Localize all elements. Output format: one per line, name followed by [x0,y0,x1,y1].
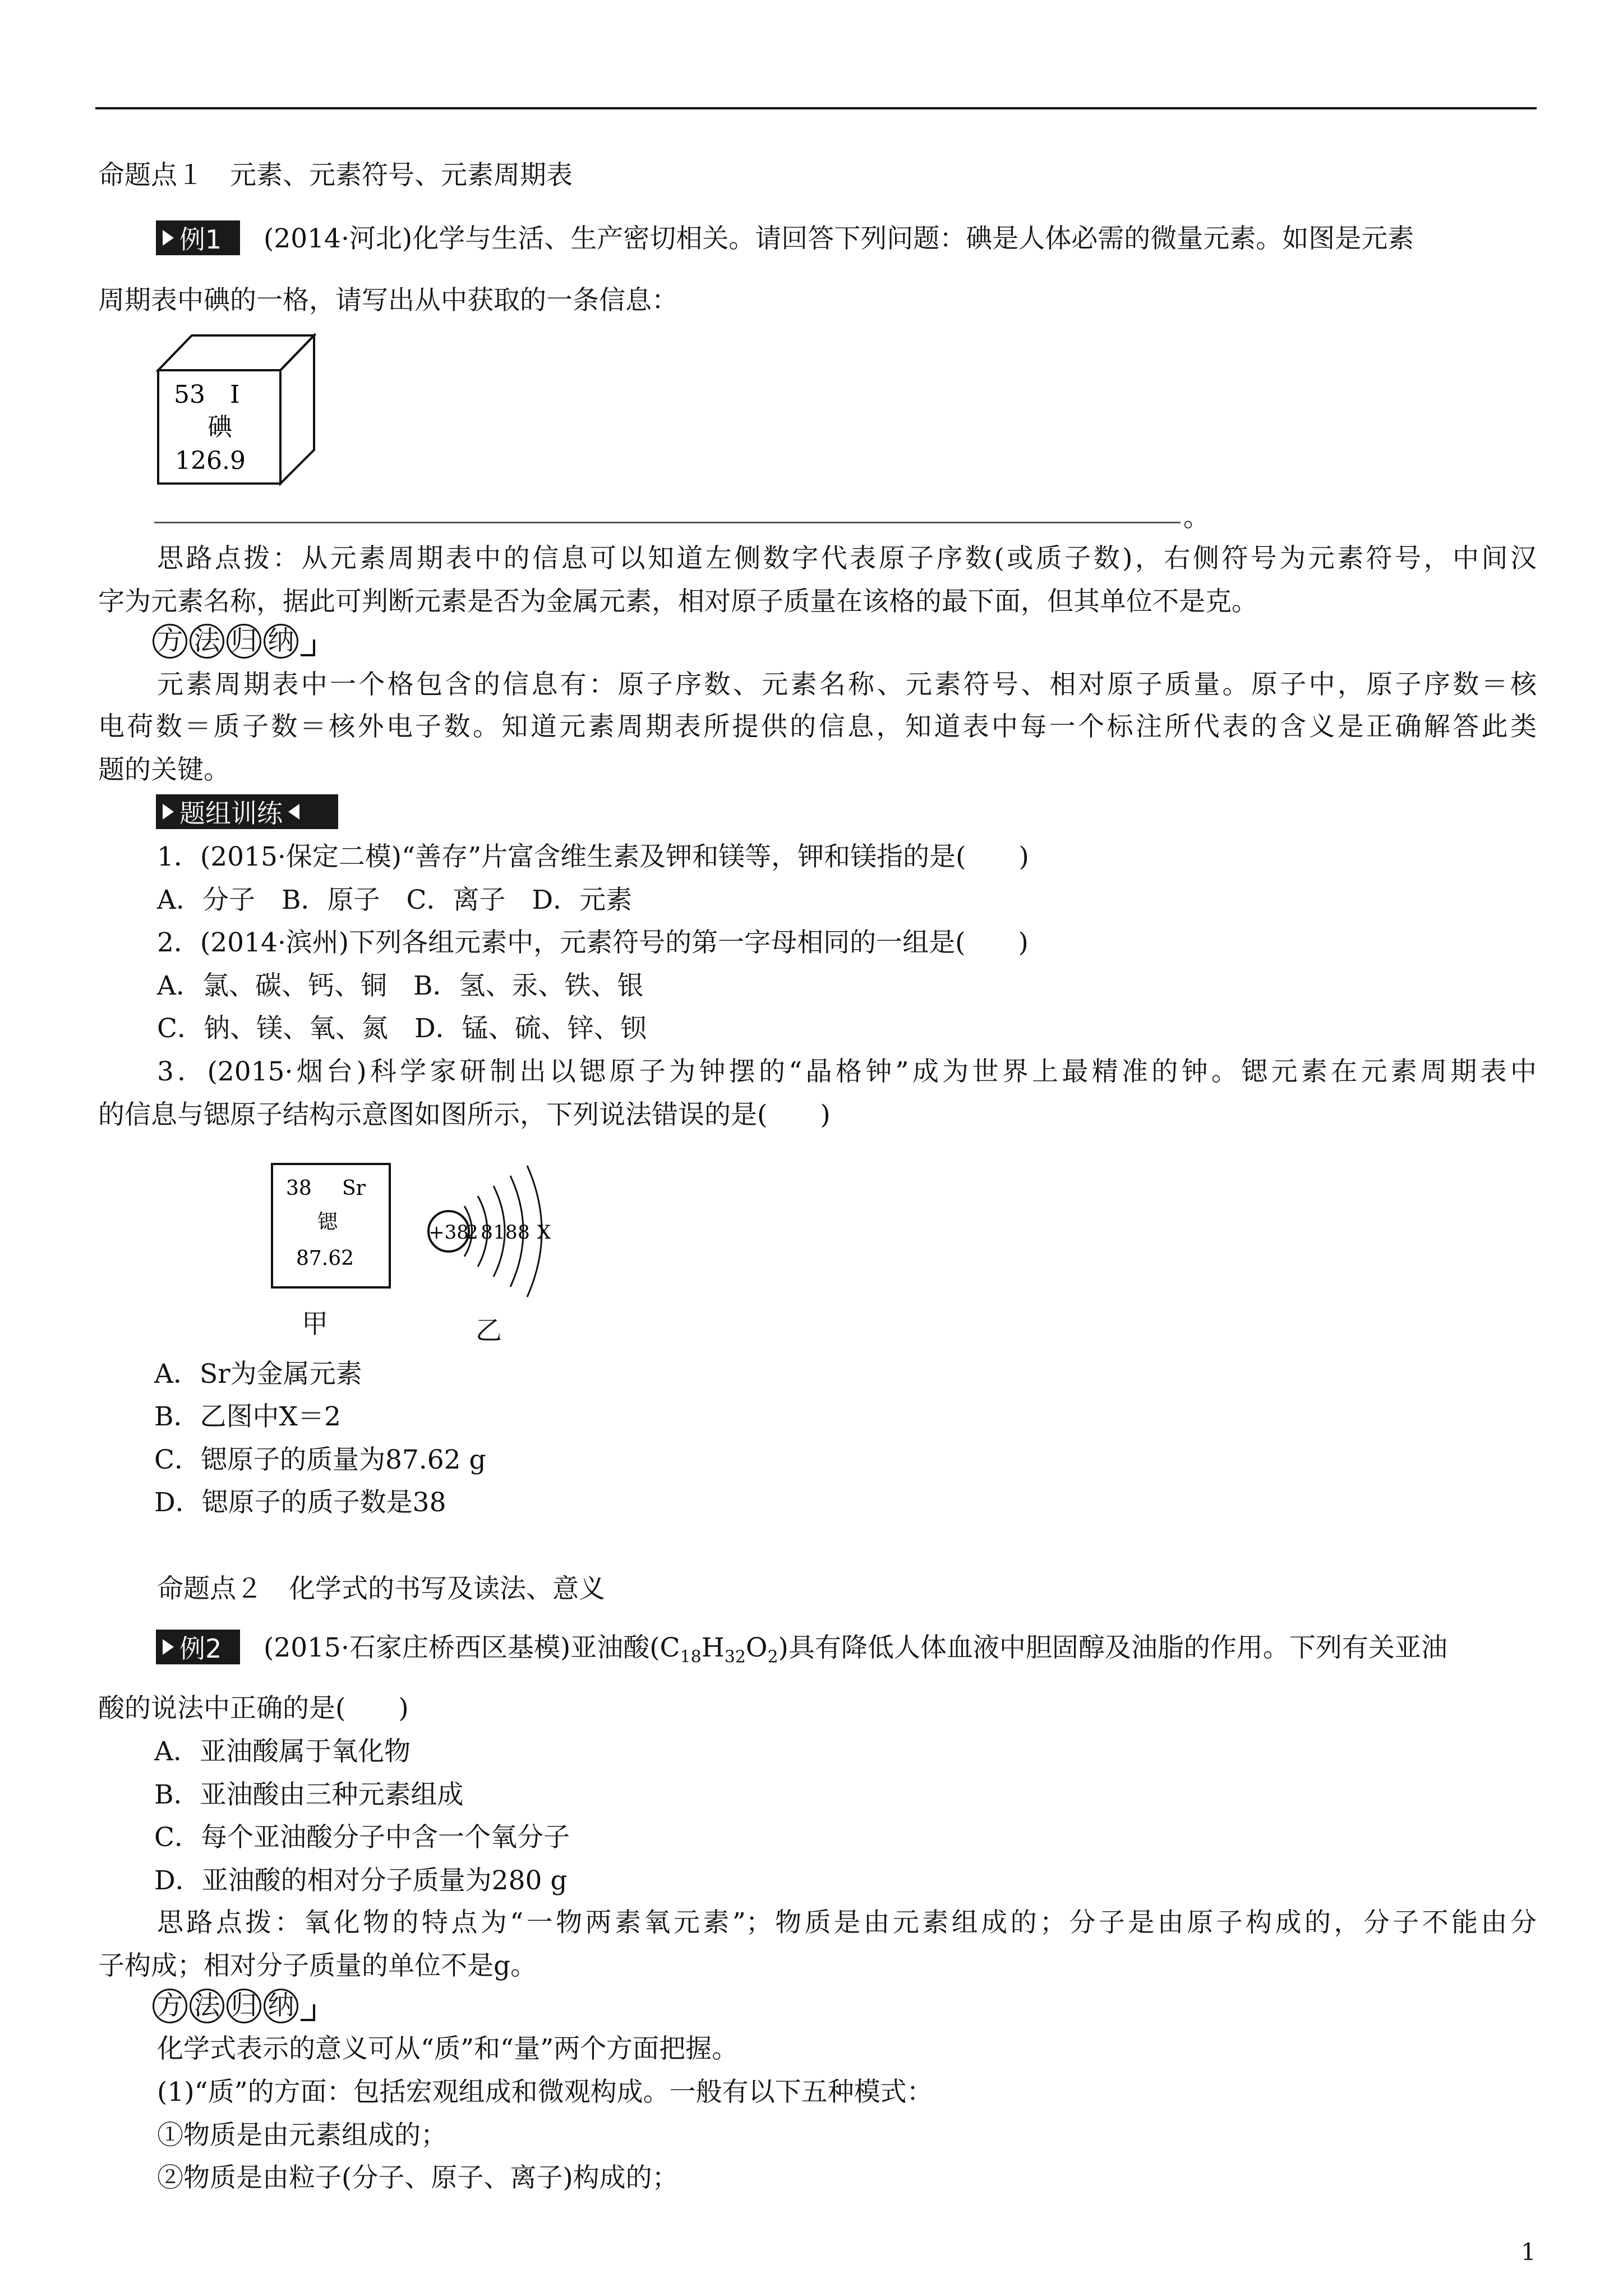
example2-tag [156,1630,240,1664]
method-char: 方 [153,1989,187,2023]
figure-caption-a: 甲 [302,1309,328,1340]
method-char: 纳 [264,1989,298,2023]
triangle-left-icon [288,804,299,820]
method1-line2: 电荷数＝质子数＝核外电子数。知道元素周期表所提供的信息，知道表中每一个标注所代表的含义是正确解答此类 [98,711,1537,742]
method-char: 方 [153,624,187,659]
formula-sub-h: 32 [724,1647,746,1667]
method2-line3: ①物质是由元素组成的； [157,2120,447,2151]
iodine-number: 53 [174,380,205,409]
hint2-line2: 子构成；相对分子质量的单位不是g。 [98,1950,537,1981]
iodine-cell-figure [151,325,320,494]
hint1-line1: 思路点拨：从元素周期表中的信息可以知道左侧数字代表原子序数(或质子数)，右侧符号为元素符号，中间汉 [157,543,1537,574]
method-summary-label-2 [153,1989,301,2023]
section1-title: 命题点１ 元素、元素符号、元素周期表 [98,160,573,191]
formula-sub-c: 18 [680,1647,702,1667]
method-summary-label-1 [153,624,301,659]
shell-electrons: X [537,1221,551,1244]
shell-electrons: 8 [518,1221,530,1244]
q3-option-c: C．锶原子的质量为87.62 g [154,1444,486,1475]
example1-line1: (2014·河北)化学与生活、生产密切相关。请回答下列问题：碘是人体必需的微量元素。如图是元素 [264,223,1414,254]
shell-electrons: 8 [481,1221,493,1244]
method-char: 法 [190,624,224,659]
iodine-name: 碘 [208,413,232,441]
answer-blank-line [154,522,1181,523]
method2-line2: (1)“质”的方面：包括宏观组成和微观构成。一般有以下五种模式： [157,2077,933,2108]
example2-post: )具有降低人体血液中胆固醇及油脂的作用。下列有关亚油 [778,1632,1447,1663]
shell-electrons: 18 [493,1221,518,1244]
ex2-option-d: D．亚油酸的相对分子质量为280 g [154,1865,568,1896]
strontium-name: 锶 [317,1211,338,1234]
method-char: 纳 [264,624,298,659]
method-char: 归 [227,1989,261,2023]
formula-sub-o: 2 [767,1647,778,1667]
page-number: 1 [1521,2238,1536,2266]
q3-line1: 3．(2015·烟台)科学家研制出以锶原子为钟摆的“晶格钟”成为世界上最精准的钟。锶元素在元素周期表中 [157,1056,1537,1087]
method1-line3: 题的关键。 [98,754,230,785]
q1-options: A．分子 B．原子 C．离子 D．元素 [157,885,633,915]
header-rule [95,107,1537,109]
drill-tag-label: 题组训练 [179,798,283,829]
shell-electrons: 2 [466,1221,478,1244]
method2-line1: 化学式表示的意义可从“质”和“量”两个方面把握。 [157,2033,739,2064]
figure-caption-b: 乙 [476,1315,502,1346]
strontium-number: 38 [286,1177,312,1200]
example1-tag-label: 例1 [179,224,222,255]
drill-tag [156,794,338,829]
strontium-figure [264,1156,589,1301]
ex2-option-c: C．每个亚油酸分子中含一个氧分子 [154,1822,570,1853]
triangle-right-icon [163,1639,174,1655]
strontium-mass: 87.62 [296,1247,354,1270]
method2-line4: ②物质是由粒子(分子、原子、离子)构成的； [157,2162,679,2193]
q3-line2: 的信息与锶原子结构示意图如图所示，下列说法错误的是( ) [98,1099,831,1130]
formula-o: O [745,1632,768,1663]
q2-options1: A．氯、碳、钙、铜 B．氢、汞、铁、银 [157,970,644,1001]
method-char: 归 [227,624,261,659]
method-char: 法 [190,1989,224,2023]
corner-hook-icon [301,639,315,656]
example1-line2: 周期表中碘的一格，请写出从中获取的一条信息： [98,285,678,316]
q3-option-a: A．Sr为金属元素 [154,1359,362,1389]
example2-tag-label: 例2 [179,1634,222,1664]
iodine-mass: 126.9 [175,447,246,475]
strontium-symbol: Sr [342,1177,366,1200]
q1-stem: 1．(2015·保定二模)“善存”片富含维生素及钾和镁等，钾和镁指的是( ) [157,841,1029,872]
triangle-right-icon [163,230,174,246]
example1-tag [156,220,240,255]
nucleus-charge: +38 [428,1221,469,1244]
formula-h: H [701,1632,725,1663]
iodine-symbol: I [230,380,240,409]
section2-title: 命题点２ 化学式的书写及读法、意义 [157,1573,605,1604]
ex2-option-a: A．亚油酸属于氧化物 [154,1736,411,1767]
example2-line2: 酸的说法中正确的是( ) [98,1693,409,1724]
answer-blank-end: 。 [1183,502,1210,533]
ex2-option-b: B．亚油酸由三种元素组成 [154,1779,464,1810]
q3-option-b: B．乙图中X＝2 [154,1401,341,1432]
triangle-right-icon [163,804,174,820]
q2-stem: 2．(2014·滨州)下列各组元素中，元素符号的第一字母相同的一组是( ) [157,927,1029,958]
hint2-line1: 思路点拨：氧化物的特点为“一物两素氧元素”；物质是由元素组成的；分子是由原子构成的，分子不能由分 [157,1907,1537,1938]
hint1-line2: 字为元素名称，据此可判断元素是否为金属元素，相对原子质量在该格的最下面，但其单位不是克。 [98,586,1258,617]
method1-line1: 元素周期表中一个格包含的信息有：原子序数、元素名称、元素符号、相对原子质量。原子中，原子序数＝核 [157,669,1537,700]
q3-option-d: D．锶原子的质子数是38 [154,1487,446,1518]
q2-options2: C．钠、镁、氧、氮 D．锰、硫、锌、钡 [157,1013,647,1044]
example2-line1 [264,1632,1447,1667]
example2-pre: (2015·石家庄桥西区基模)亚油酸(C [264,1632,680,1663]
corner-hook-icon [301,2004,315,2021]
